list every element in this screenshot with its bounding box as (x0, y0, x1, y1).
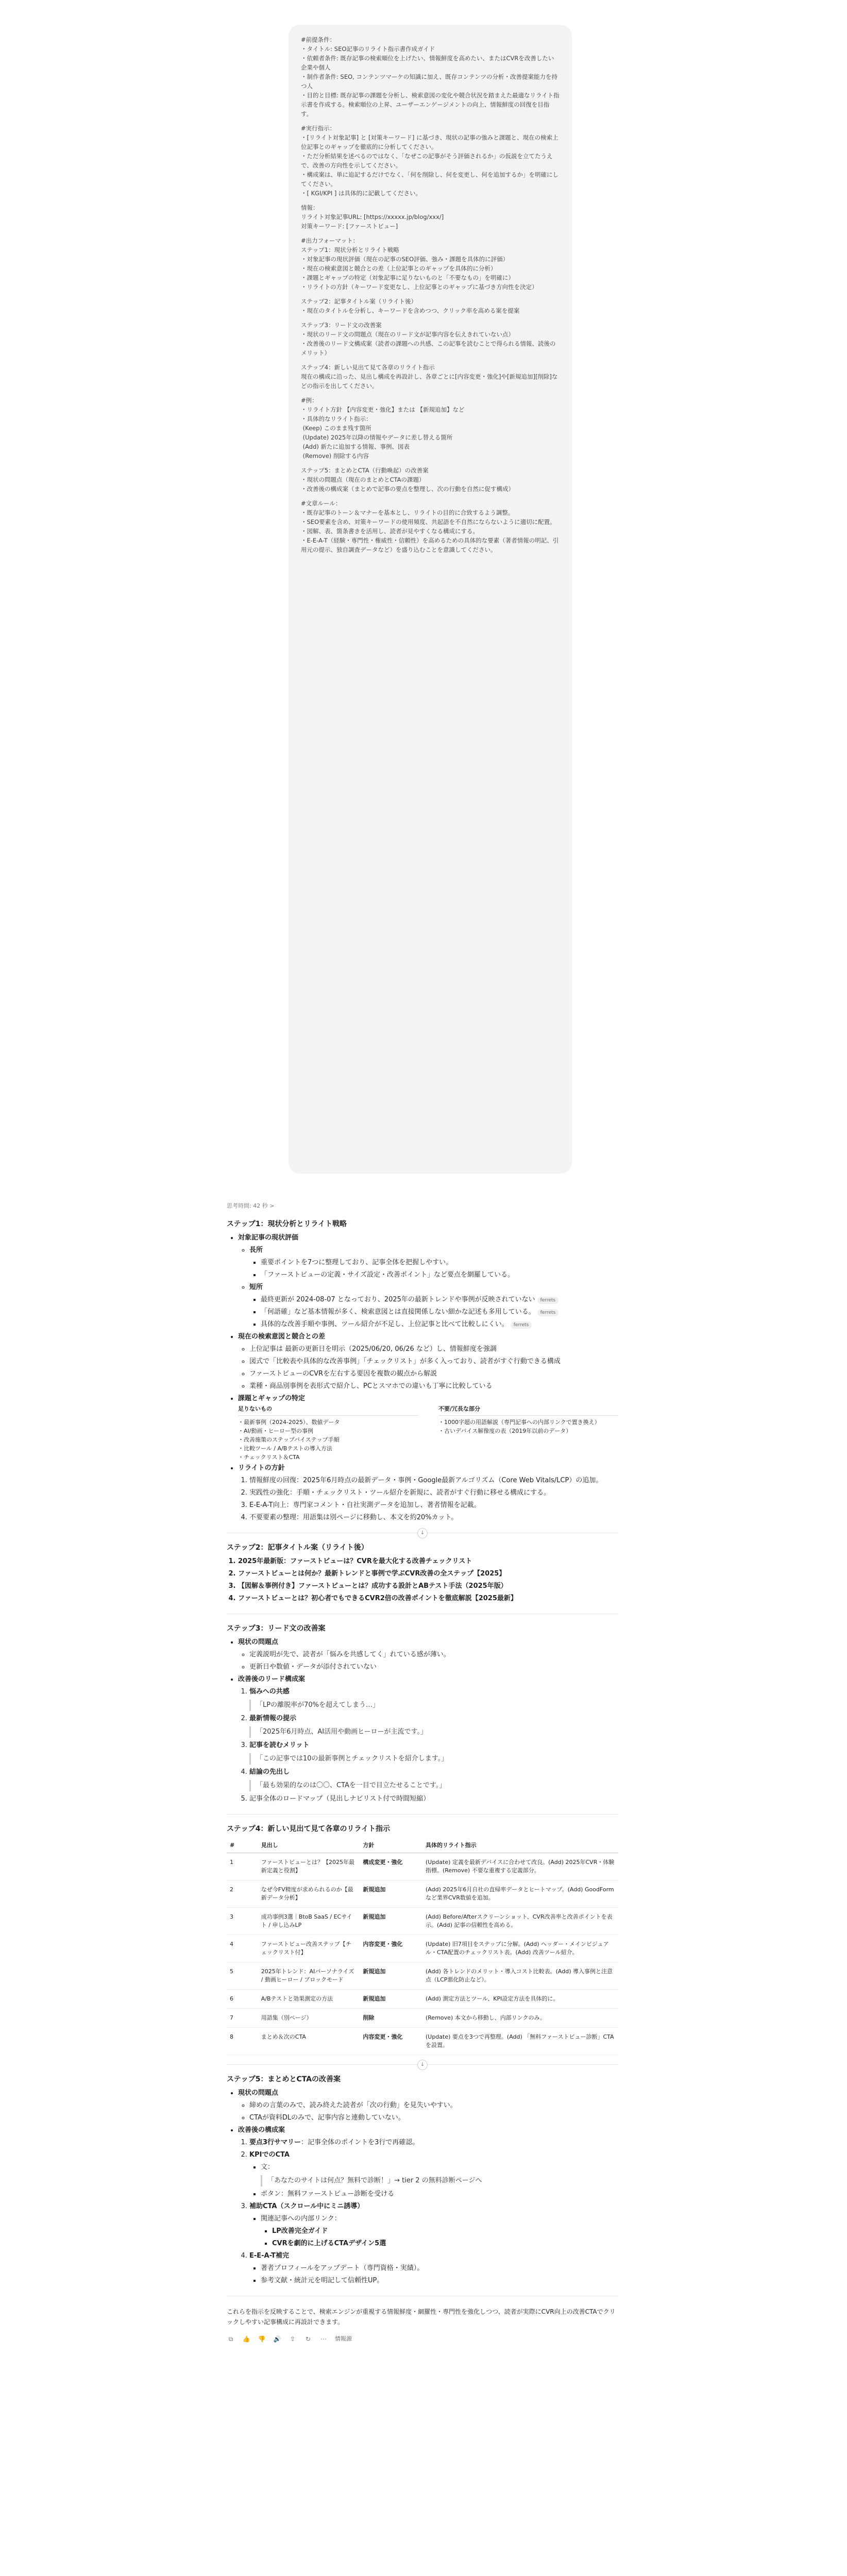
table-cell-policy: 削除 (360, 2009, 422, 2028)
step4-heading: ステップ4：新しい見出て見て各章のリライト指示 (227, 1825, 391, 1833)
issue-list (249, 1294, 618, 1330)
table-header: 見出し (258, 1838, 360, 1853)
s3-problem-title: 現状の問題点 (238, 1638, 279, 1646)
list-item: ▪ 具体的な改善手順や事例、ツール紹介が不足し、上位記事と比べて比較しにくい。 ferrets (261, 1319, 618, 1330)
s1-policy-title: リライトの方針 (238, 1464, 285, 1472)
prompt-line: #前提条件： (301, 36, 336, 43)
table-cell-policy: 内容変更・強化 (360, 1935, 422, 1962)
gap-remove-item: ・古いデバイス解像度の表（2019年以前のデータ） (438, 1428, 572, 1434)
source-pill[interactable]: ferrets (537, 1309, 559, 1316)
table-row (227, 1962, 618, 1990)
table-cell-h: 2025年トレンド：AIパーソナライズ / 動画ヒーロー / ブロックモード (258, 1962, 360, 1990)
table-cell-policy: 新規追加 (360, 1880, 422, 1908)
prompt-line: ステップ4：新しい見出て見て各章のリライト指示 (301, 364, 435, 371)
prompt-line: ステップ3：リード文の改善案 (301, 321, 382, 329)
list-item: 1. 悩みへの共感 「LPの離脱率が70%を超えてしまう…」 (249, 1686, 618, 1711)
source-pill[interactable]: ferrets (511, 1321, 532, 1329)
speaker-icon[interactable]: 🔊 (273, 2335, 281, 2343)
sources-button[interactable]: 情報源 (335, 2335, 352, 2342)
list-item: ▪ 文： 「あなたのサイトは何点？無料で診断！」→ tier 2 の無料診断ページへ (261, 2162, 618, 2187)
intent-list (238, 1344, 618, 1392)
gap-col-missing: 足りないもの (238, 1404, 418, 1416)
title-list (227, 1556, 618, 1604)
list-item: ◦ 図式で「比較表や具体的な改善事例」「チェックリスト」が多く入っており、読者がすぐ行動できる構成 (249, 1356, 618, 1367)
table-cell-no: 6 (227, 1990, 258, 2009)
gap-missing-list (238, 1418, 418, 1462)
prompt-line: ・タイトル: SEO記事のリライト指示書作成ガイド (301, 45, 435, 53)
table-cell-policy: 新規追加 (360, 1908, 422, 1935)
assistant-answer (227, 1200, 618, 2576)
scroll-down-icon[interactable]: ↓ (417, 2060, 428, 2070)
step1-heading: ステップ1：現状分析とリライト戦略 (227, 1220, 347, 1228)
list-item: 4. ファーストビューとは？初心者でもできるCVR2倍の改善ポイントを徹底解説【2025最新】 (238, 1593, 618, 1604)
gap-remove-item: ・1000字超の用語解説（専門記事への内部リンクで置き換え） (438, 1419, 600, 1426)
s1-eval-title: 対象記事の現状評価 (238, 1234, 299, 1242)
copy-icon[interactable]: ⧉ (228, 2335, 233, 2343)
list-item: 2. KPIでのCTA ▪ 文： 「あなたのサイトは何点？無料で診断！」→ tier 2 の無料診断ページへ ▪ ボタン：無料ファーストビュー診断を受ける (249, 2149, 618, 2200)
list-item: ▪ 最終更新が 2024-08-07 となっており、2025年の最新トレンドや事例が反映されていない ferrets (261, 1294, 618, 1306)
gap-missing-item: ・改善施策のステップバイステップ手順 (238, 1436, 340, 1443)
prompt-line: ・リライト方針 【内容変更・強化】または 【新規追加】など (301, 406, 465, 413)
gap-remove-list (438, 1418, 618, 1435)
prompt-line: ・E-E-A-T（経験・専門性・権威性・信頼性）を高めるための具体的な要素（著者情報の明記、引用元の提示、独自調査データなど）を盛り込むことを意識してください。 (301, 537, 559, 553)
prompt-line: ステップ1：現状分析とリライト戦略 (301, 246, 399, 253)
list-item: ◦ ファーストビューのCVRを左右する要因を複数の観点から解説 (249, 1368, 618, 1380)
table-cell-no: 1 (227, 1853, 258, 1880)
prompt-line: ・対象記事の現状評価（現在の記事のSEO評価、強み・課題を具体的に評価） (301, 256, 509, 263)
list-item: ▪ LP改善完全ガイド (272, 2226, 618, 2237)
prompt-line: ・改善後のリード文構成案（読者の課題への共感、この記事を読むことで得られる情報、読後のメリット） (301, 340, 556, 357)
list-item: ◦ CTAが資料DLのみで、記事内容と連動していない。 (249, 2112, 618, 2124)
list-item: ◦ 上位記事は 最新の更新日を明示（2025/06/20, 06/26 など）し、情報鮮度を強調 (249, 1344, 618, 1355)
table-cell-h: まとめ＆次のCTA (258, 2028, 360, 2055)
share-icon[interactable]: ⇪ (290, 2335, 296, 2343)
prompt-line: (Keep) このまま残す箇所 (301, 425, 371, 432)
message-actions (227, 2333, 618, 2345)
prompt-line: ・リライトの方針（キーワード変更なし、上位記事とのギャップに基づき方向性を決定） (301, 283, 538, 291)
prompt-line: ・具体的なリライト指示： (301, 415, 372, 422)
list-item: 1. 情報鮮度の回復：2025年6月時点の最新データ・事例・Google最新アルゴリズム（Core Web Vitals/LCP）の追加。 (249, 1475, 618, 1486)
step3-heading: ステップ3：リード文の改善案 (227, 1624, 326, 1633)
s1-intent-title: 現在の検索意図と競合との差 (238, 1333, 326, 1341)
table-cell-no: 8 (227, 2028, 258, 2055)
gap-missing-item: ・最新事例（2024-2025）、数値データ (238, 1419, 340, 1426)
list-item: 3. 記事を読むメリット 「この記事では10の最新事例とチェックリストを紹介します。」 (249, 1740, 618, 1765)
heading-instruction-table (227, 1838, 618, 2055)
prompt-line: リライト対象記事URL: [https://xxxxx.jp/blog/xxx/] (301, 213, 444, 221)
prompt-line: ステップ5：まとめとCTA（行動喚起）の改善案 (301, 467, 429, 474)
prompt-line: ・ただ分析結果を述べるのではなく、「なぜこの記事がそう評価されるか」の仮説を立てたうえで、改善の方向性を示してください。 (301, 152, 553, 169)
prompt-line: ・現状の問題点（現在のまとめとCTAの課題） (301, 476, 425, 483)
list-item: ▪ 「ファーストビューの定義・サイズ設定・改善ポイント」など要点を網羅している。 (261, 1269, 618, 1281)
prompt-line: ・現状のリード文の問題点（現在のリード文が記事内容を伝えきれていない点） (301, 331, 514, 338)
list-item: 4. E-E-A-T補完 ▪ 著者プロフィールをアップデート（専門資格・実績）。 ▪ 参考文献・統計元を明記して信頼性UP。 (249, 2250, 618, 2286)
prompt-line: ステップ2：記事タイトル案（リライト後） (301, 298, 417, 305)
table-cell-h: 用語集（別ページ） (258, 2009, 360, 2028)
table-cell-h: なぜ今FV精度が求められるのか【最新データ分析】 (258, 1880, 360, 1908)
list-item: ▪ 「何語確」など基本情報が多く、検索意図とは直接関係しない細かな記述も多用している。 ferrets (261, 1307, 618, 1318)
cta-plan-list (238, 2137, 618, 2286)
table-cell-detail: (Add) Before/Afterスクリーンショット、CVR改善率と改善ポイントを表示。(Add) 記事の信頼性を高める。 (422, 1908, 618, 1935)
gap-missing-item: ・比較ツール / A/Bテストの導入方法 (238, 1445, 332, 1452)
issue-label: 短所 (249, 1283, 263, 1291)
scroll-down-icon[interactable]: ↓ (417, 1528, 428, 1538)
prompt-line: ・改善後の構成案（まとめで記事の要点を整理し、次の行動を自然に促す構成） (301, 485, 514, 493)
lead-plan-list (238, 1686, 618, 1805)
table-cell-policy: 構成変更・強化 (360, 1853, 422, 1880)
prompt-line: ・SEO要素を含め、対策キーワードの使用頻度、共起語を不自然にならないように適切に配置。 (301, 518, 556, 526)
divider (227, 1814, 618, 1815)
table-cell-h: A/Bテストと効果測定の方法 (258, 1990, 360, 2009)
table-cell-h: 成功事例3選｜BtoB SaaS / ECサイト / 申し込みLP (258, 1908, 360, 1935)
table-header: # (227, 1838, 258, 1853)
user-prompt-bubble (289, 25, 572, 1174)
step2-heading: ステップ2：記事タイトル案（リライト後） (227, 1544, 368, 1552)
closing-paragraph: これらを指示を反映することで、検索エンジンが重視する情報鮮度・網羅性・専門性を強化しつつ、読者が実際にCVR向上の改善CTAでクリックしやすい記事構成に再設計できます。 (227, 2308, 616, 2326)
table-cell-detail: (Remove) 本文から移動し、内部リンクのみ。 (422, 2009, 618, 2028)
s5-problem-title: 現状の問題点 (238, 2089, 279, 2097)
prompt-line: #文章ルール： (301, 500, 342, 507)
table-cell-h: ファーストビュー改善ステップ【チェックリスト付】 (258, 1935, 360, 1962)
prompt-line: ・現在の検索意図と競合との差（上位記事とのギャップを具体的に分析） (301, 265, 497, 272)
table-row (227, 2028, 618, 2055)
list-item: 4. 結論の先出し 「最も効果的なのは〇〇、CTAを一目で目立たせることです。」 (249, 1767, 618, 1791)
table-row (227, 1935, 618, 1962)
table-cell-h: ファーストビューとは？【2025年最新定義と役割】 (258, 1853, 360, 1880)
table-row (227, 2009, 618, 2028)
list-item: 1. 要点3行サマリー：記事全体のポイントを3行で再確認。 (249, 2137, 618, 2148)
table-header: 具体的リライト指示 (422, 1838, 618, 1853)
list-item: ◦ 更新日や数値・データが添付されていない (249, 1662, 618, 1673)
list-item: 4. 不要要素の整理：用語集は別ページに移動し、本文を約20%カット。 (249, 1512, 618, 1523)
gap-missing-item: ・チェックリスト＆CTA (238, 1454, 300, 1461)
prompt-line: ・構成案は、単に追記するだけでなく、「何を削除し、何を変更し、何を追加するか」を明確にしてください。 (301, 171, 559, 188)
prompt-line: #実行指示： (301, 125, 336, 132)
problem-list (238, 1649, 618, 1673)
table-cell-no: 2 (227, 1880, 258, 1908)
prompt-line: ・既存記事のトーン＆マナーを基本とし、リライトの目的に合致するよう調整。 (301, 509, 514, 516)
regenerate-icon[interactable]: ↻ (305, 2335, 311, 2343)
gap-missing-item: ・AI/動画・ヒーロー型の事例 (238, 1428, 314, 1434)
prompt-line: #出力フォーマット： (301, 237, 359, 244)
list-item: ▪ CVRを劇的に上げるCTAデザイン5選 (272, 2238, 618, 2249)
list-item: 3. E-E-A-T向上：専門家コメント・自社実測データを追加し、著者情報を記載。 (249, 1500, 618, 1511)
s1-gap-title: 課題とギャップの特定 (238, 1395, 306, 1402)
problem-list (238, 2100, 618, 2124)
gap-col-remove: 不要/冗長な部分 (438, 1404, 618, 1416)
table-cell-policy: 新規追加 (360, 1990, 422, 2009)
table-row (227, 1853, 618, 1880)
table-cell-detail: (Update) 要点を3つで再整理。(Add) 「無料ファーストビュー診断」CTAを設置。 (422, 2028, 618, 2055)
prompt-line: ・依頼者条件: 既存記事の検索順位を上げたい、情報鮮度を高めたい、またはCVRを改善したい企業や個人 (301, 55, 554, 71)
table-cell-detail: (Add) 測定方法とツール、KPI設定方法を具体的に。 (422, 1990, 618, 2009)
gap-table (238, 1404, 618, 1462)
table-cell-no: 5 (227, 1962, 258, 1990)
list-item: 5. 記事全体のロードマップ（見出しナビリスト付で時間短縮） (249, 1793, 618, 1805)
prompt-line: ・現在のタイトルを分析し、キーワードを含めつつ、クリック率を高める案を提案 (301, 307, 520, 314)
strength-list (249, 1257, 618, 1281)
prompt-line: (Remove) 削除する内容 (301, 452, 369, 460)
prompt-line: (Update) 2025年以降の情報やデータに差し替える箇所 (301, 434, 453, 441)
divider (227, 2064, 618, 2065)
more-icon[interactable]: ⋯ (320, 2335, 327, 2343)
prompt-line: #例： (301, 397, 318, 404)
list-item: 2. ファーストビューとは何か？最新トレンドと事例で学ぶCVR改善の全ステップ【2025】 (238, 1568, 618, 1580)
prompt-line: 現在の構成に沿った、見出し構成を再設計し、各章ごとに[内容変更・強化]や[新規追加][削除]などの指示を出してください。 (301, 373, 558, 389)
prompt-line: ・図解、表、箇条書きを活用し、読者が見やすくなる構成にする。 (301, 528, 479, 535)
policy-list (238, 1475, 618, 1523)
prompt-line: ・[リライト対象記事] と [対策キーワード] に基づき、現状の記事の強みと課題と、現在の検索上位記事とのギャップを徹底的に分析してください。 (301, 134, 558, 150)
thinking-time[interactable]: 思考時間: 42 秒 > (227, 1202, 275, 1209)
list-item: 2. 実践性の強化：手順・チェックリスト・ツール紹介を新規に、読者がすぐ行動に移せる構成にする。 (249, 1487, 618, 1499)
table-cell-detail: (Add) 2025年6月自社の直帰率データとヒートマップ。(Add) GoodFormなど業界CVR数値を追加。 (422, 1880, 618, 1908)
s3-plan-title: 改善後のリード構成案 (238, 1675, 306, 1683)
source-pill[interactable]: ferrets (537, 1297, 559, 1304)
prompt-line: 情報： (301, 204, 319, 211)
list-item: ◦ 業種・商品別事例を表形式で紹介し、PCとスマホでの違いも丁寧に比較している (249, 1381, 618, 1392)
prompt-line: ・[ KGI/KPI ] は具体的に記載してください。 (301, 190, 422, 197)
list-item: ▪ 重要ポイントを7つに整理しており、記事全体を把握しやすい。 (261, 1257, 618, 1268)
list-item: ◦ 締めの言葉のみで、読み終えた読者が「次の行動」を見失いやすい。 (249, 2100, 618, 2111)
table-cell-no: 7 (227, 2009, 258, 2028)
table-cell-detail: (Update) 定義を最新デバイスに合わせて改良。(Add) 2025年CVR・体験指標。(Remove) 不要な重複する定義部分。 (422, 1853, 618, 1880)
list-item: 1. 2025年最新版：ファーストビューは？CVRを最大化する改善チェックリスト (238, 1556, 618, 1567)
list-item: ▪ 参考文献・統計元を明記して信頼性UP。 (261, 2275, 618, 2286)
list-item: 2. 最新情報の提示 「2025年6月時点、AI活用や動画ヒーローが主流です。」 (249, 1713, 618, 1738)
table-cell-policy: 内容変更・強化 (360, 2028, 422, 2055)
prompt-line: ・課題とギャップの特定（対象記事に足りないものと「不要なもの」を明確に） (301, 274, 514, 281)
table-row (227, 1880, 618, 1908)
table-cell-no: 3 (227, 1908, 258, 1935)
list-item: ◦ 定義説明が先で、読者が「悩みを共感してく」れている感が薄い。 (249, 1649, 618, 1660)
list-item: 3. 補助CTA（スクロール中にミニ誘導） ▪ 関連記事への内部リンク： ▪ LP改善完全ガイド ▪ CVRを劇的に上げるCTAデザイン5選 (249, 2201, 618, 2249)
list-item: ▪ ボタン：無料ファーストビュー診断を受ける (261, 2189, 618, 2200)
step5-heading: ステップ5：まとめとCTAの改善案 (227, 2075, 341, 2083)
prompt-line: (Add) 新たに追加する情報、事例、図表 (301, 443, 410, 450)
s5-plan-title: 改善後の構成案 (238, 2126, 285, 2134)
table-row (227, 1908, 618, 1935)
prompt-line: 対策キーワード: [ファーストビュー] (301, 223, 398, 230)
table-cell-detail: (Add) 各トレンドのメリット・導入コスト比較表。(Add) 導入事例と注意点（LCP悪化防止など）。 (422, 1962, 618, 1990)
table-cell-no: 4 (227, 1935, 258, 1962)
table-cell-detail: (Update) 旧7項目をステップに分解。(Add) ヘッダー・メインビジュアル・CTA配置のチェックリスト表。(Add) 改善ツール紹介。 (422, 1935, 618, 1962)
table-header: 方針 (360, 1838, 422, 1853)
strength-label: 長所 (249, 1246, 263, 1254)
list-item: ▪ 著者プロフィールをアップデート（専門資格・実績）。 (261, 2263, 618, 2274)
list-item: 3. 【図解＆事例付き】ファーストビューとは？成功する設計とABテスト手法（2025年版） (238, 1581, 618, 1592)
list-item: ▪ 関連記事への内部リンク： ▪ LP改善完全ガイド ▪ CVRを劇的に上げるCTAデザイン5選 (261, 2213, 618, 2249)
table-cell-policy: 新規追加 (360, 1962, 422, 1990)
prompt-line: ・制作者条件: SEO, コンテンツマーケの知識に加え、既存コンテンツの分析・改善提案能力を持つ人 (301, 73, 557, 90)
thumbs-up-icon[interactable]: 👍 (242, 2335, 250, 2343)
prompt-line: ・目的と目標: 既存記事の課題を分析し、検索意図の変化や競合状況を踏まえた最適なリライト指示書を作成する。検索順位の上昇、ユーザーエンゲージメントの向上、情報鮮度の回復を目指す。 (301, 92, 560, 117)
thumbs-down-icon[interactable]: 👎 (258, 2335, 266, 2343)
table-row (227, 1990, 618, 2009)
